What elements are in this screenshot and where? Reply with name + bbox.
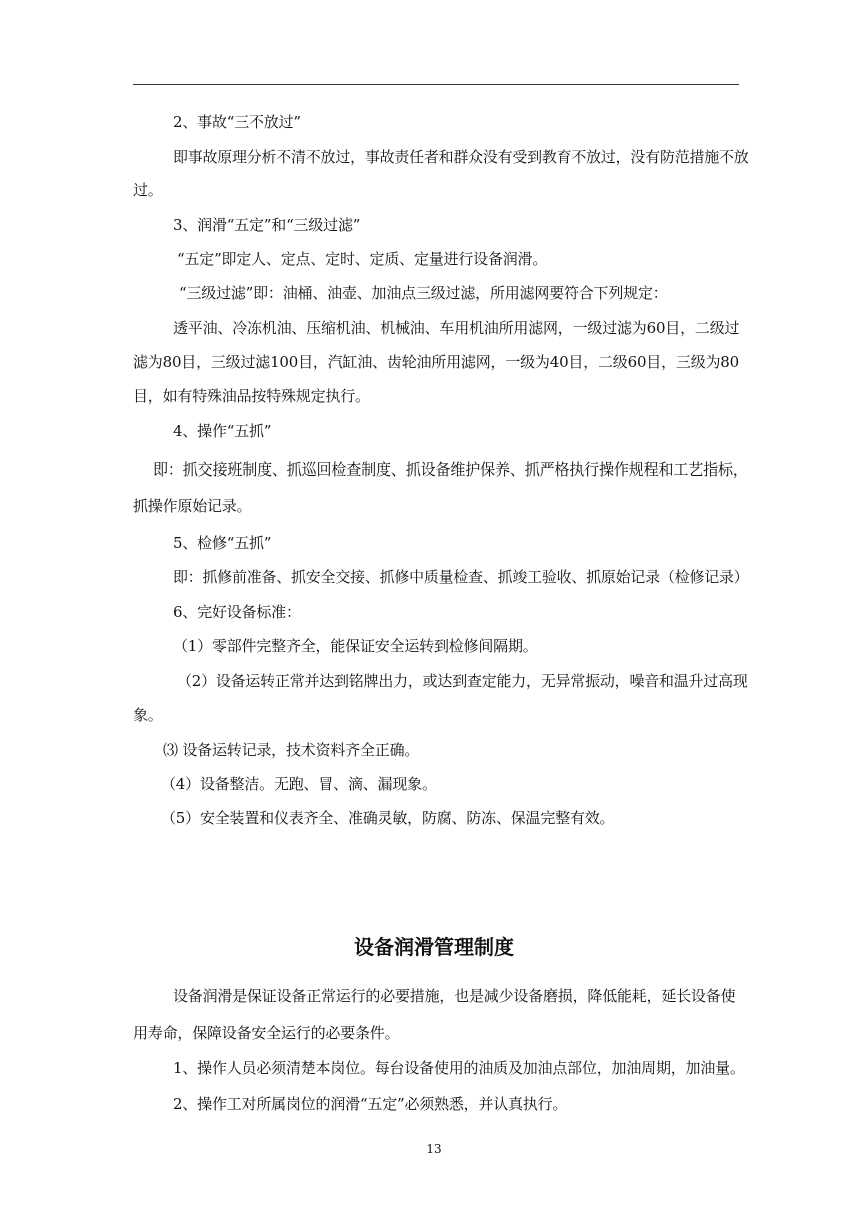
text-line: “五定”即定人、定点、定时、定质、定量进行设备润滑。 bbox=[177, 250, 548, 268]
text-line: ⑶ 设备运转记录，技术资料齐全正确。 bbox=[163, 741, 420, 759]
text-line: （2）设备运转正常并达到铭牌出力，或达到查定能力，无异常振动，噪音和温升过高现 bbox=[177, 672, 748, 690]
text-line: 用寿命，保障设备安全运行的必要条件。 bbox=[133, 1024, 400, 1042]
text-line: 2、操作工对所属岗位的润滑“五定”必须熟悉，并认真执行。 bbox=[173, 1095, 568, 1113]
text-line: 抓操作原始记录。 bbox=[133, 497, 252, 515]
text-line: （5）安全装置和仪表齐全、准确灵敏，防腐、防冻、保温完整有效。 bbox=[161, 809, 615, 827]
text-line: 即：抓修前准备、抓安全交接、抓修中质量检查、抓竣工验收、抓原始记录（检修记录） bbox=[173, 568, 749, 586]
text-line: 象。 bbox=[133, 706, 163, 724]
section-title: 设备润滑管理制度 bbox=[354, 935, 514, 959]
text-line: （4）设备整洁。无跑、冒、滴、漏现象。 bbox=[161, 775, 437, 793]
text-line: 3、润滑“五定”和“三级过滤” bbox=[173, 216, 361, 234]
text-line: 透平油、冷冻机油、压缩机油、机械油、车用机油所用滤网，一级过滤为60目，二级过 bbox=[173, 319, 740, 337]
text-line: 目，如有特殊油品按特殊规定执行。 bbox=[133, 387, 370, 405]
text-line: 滤为80目，三级过滤100目，汽缸油、齿轮油所用滤网，一级为40目，二级60目，三级为80 bbox=[133, 353, 739, 371]
text-line: 即事故原理分析不清不放过，事故责任者和群众没有受到教育不放过，没有防范措施不放 bbox=[173, 148, 749, 166]
text-line: 过。 bbox=[133, 181, 163, 199]
text-line: （1）零部件完整齐全，能保证安全运转到检修间隔期。 bbox=[173, 637, 538, 655]
page-number: 13 bbox=[426, 1142, 442, 1156]
text-line: 4、操作“五抓” bbox=[173, 422, 272, 440]
text-line: 设备润滑是保证设备正常运行的必要措施，也是减少设备磨损，降低能耗，延长设备使 bbox=[173, 987, 736, 1005]
text-line: 即：抓交接班制度、抓巡回检查制度、抓设备维护保养、抓严格执行操作规程和工艺指标， bbox=[153, 460, 748, 479]
text-line: 2、事故“三不放过” bbox=[173, 113, 301, 131]
text-line: 6、完好设备标准： bbox=[173, 603, 301, 621]
text-line: 5、检修“五抓” bbox=[173, 534, 272, 552]
text-line: 1、操作人员必须清楚本岗位。每台设备使用的油质及加油点部位，加油周期，加油量。 bbox=[173, 1059, 745, 1077]
text-line: “三级过滤”即：油桶、油壶、加油点三级过滤，所用滤网要符合下列规定： bbox=[179, 284, 668, 302]
header-rule bbox=[133, 84, 739, 85]
